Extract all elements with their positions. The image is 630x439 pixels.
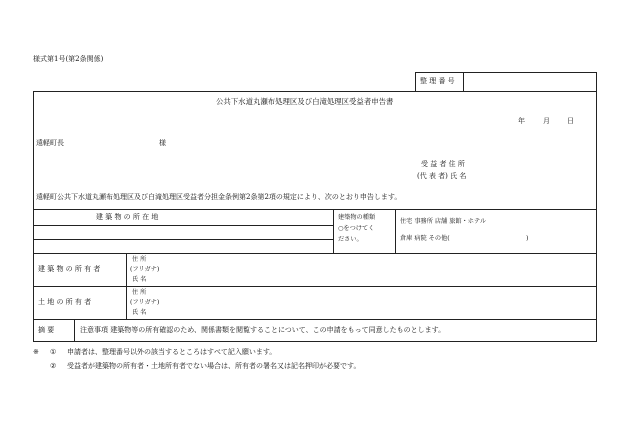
- building-type-options-2[interactable]: 倉庫 病院 その他(: [400, 235, 450, 242]
- building-location-field-1[interactable]: [34, 226, 332, 238]
- note-2-text: 受益者が建築物の所有者・土地所有者でない場合は、所有者の署名又は記名押印が必要です。: [67, 362, 361, 370]
- building-owner-name-label: 氏 名: [132, 276, 147, 283]
- date-year: 年: [518, 117, 525, 125]
- applicant-address-field[interactable]: [500, 158, 594, 170]
- note-2-number: ②: [50, 362, 57, 370]
- note-1-text: 申請者は、整理番号以外の該当するところはすべて記入願います。: [67, 348, 277, 356]
- building-type-options-1[interactable]: 住宅 事務所 店舗 旅館・ホテル: [400, 218, 487, 225]
- applicant-name-field[interactable]: [500, 170, 594, 182]
- date-day: 日: [567, 117, 574, 125]
- notes-mark: ※: [33, 348, 39, 356]
- applicant-name-label: (代 表 者) 氏 名: [417, 172, 467, 180]
- building-owner-field[interactable]: [180, 254, 595, 285]
- reg-no-field[interactable]: [464, 73, 595, 90]
- remarks-text: 注意事項 建築物等の所有確認のため、関係書類を閲覧することについて、この申請をもって同意したものとします。: [80, 326, 446, 334]
- land-owner-address-label: 住 所: [132, 289, 147, 296]
- building-location-field-2[interactable]: [34, 240, 332, 252]
- building-owner-address-label: 住 所: [132, 256, 147, 263]
- building-type-label-3: ださい。: [338, 236, 363, 243]
- building-type-label-2: ○をつけてく: [338, 225, 375, 232]
- date-month: 月: [543, 117, 550, 125]
- note-1-number: ①: [50, 348, 57, 356]
- applicant-address-label: 受 益 者 住 所: [421, 160, 465, 168]
- building-owner-label: 建 築 物 の 所 有 者: [38, 265, 101, 273]
- land-owner-furigana-label: (フリガナ): [130, 299, 160, 306]
- building-type-label-1: 建築物の種類: [338, 214, 376, 221]
- remarks-label: 摘 要: [38, 326, 55, 334]
- building-type-other-close: ): [526, 235, 529, 242]
- building-owner-furigana-label: (フリガナ): [130, 266, 160, 273]
- building-location-header: 建 築 物 の 所 在 地: [96, 213, 159, 221]
- addressee: 遠軽町長: [36, 139, 64, 147]
- land-owner-label: 土 地 の 所 有 者: [38, 298, 92, 306]
- statement: 遠軽町公共下水道丸瀬布処理区及び白滝処理区受益者分担金条例第2条第2項の規定により、次のとおり申告します。: [36, 193, 402, 201]
- land-owner-name-label: 氏 名: [132, 309, 147, 316]
- form-title: 公共下水道丸瀬布処理区及び白滝処理区受益者申告書: [216, 97, 394, 106]
- honorific: 様: [159, 139, 166, 147]
- form-id: 様式第1号(第2条関係): [33, 55, 104, 63]
- land-owner-field[interactable]: [180, 287, 595, 318]
- reg-no-label: 整 理 番 号: [420, 77, 455, 85]
